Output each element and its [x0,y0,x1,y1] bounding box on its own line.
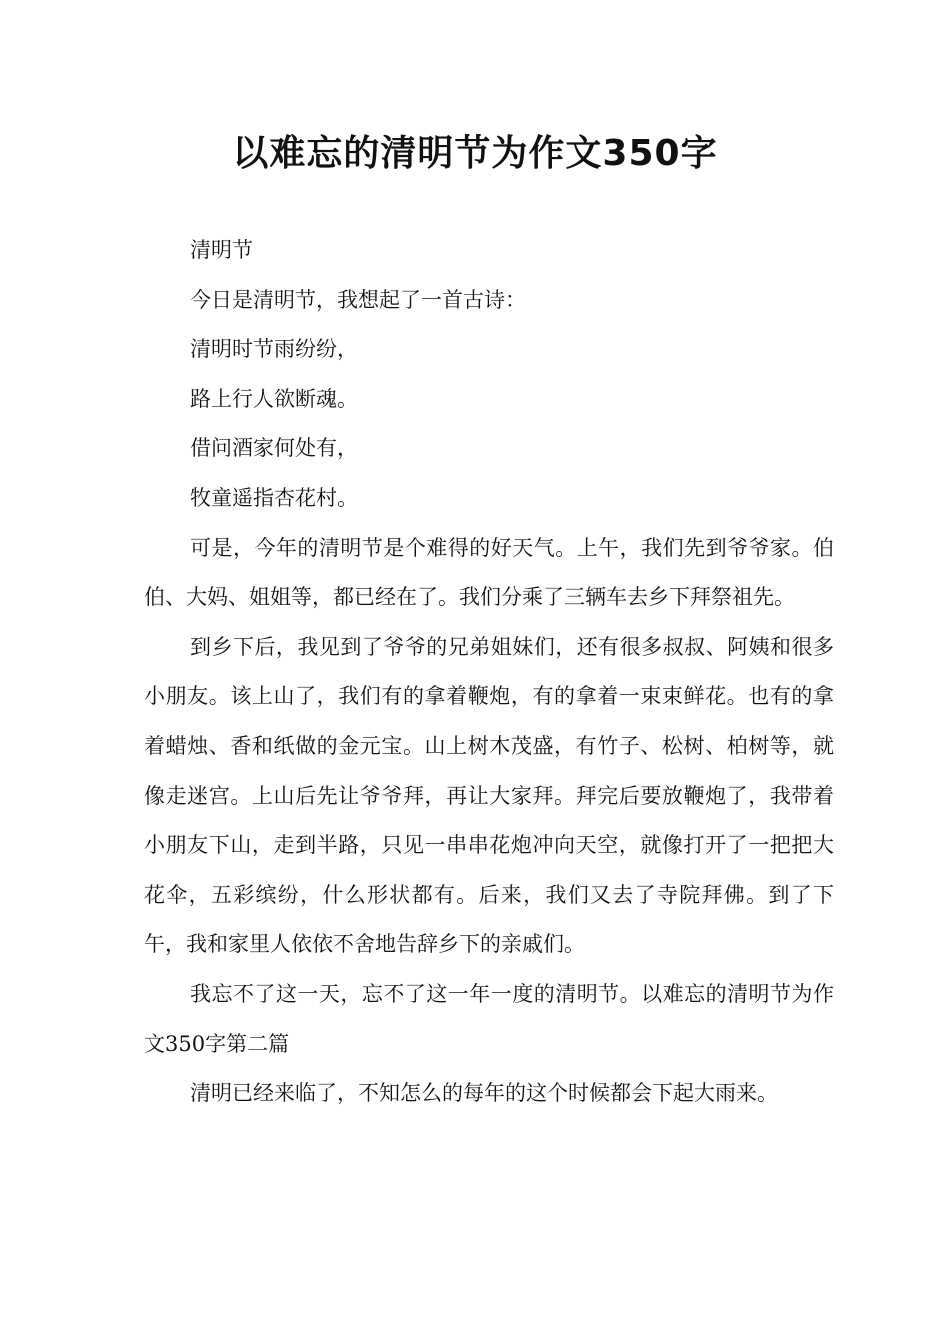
document-title: 以难忘的清明节为作文350字 [232,133,718,174]
poem-line-3: 借问酒家何处有， [190,436,358,461]
paragraph-morning: 可是，今年的清明节是个难得的好天气。上午，我们先到爷爷家。伯伯、大妈、姐姐等，都已经在了。我们分乘了三辆车去乡下拜祭祖先。 [144,535,834,610]
paragraph-countryside: 到乡下后，我见到了爷爷的兄弟姐妹们，还有很多叔叔、阿姨和很多小朋友。该上山了，我们有的拿着鞭炮，有的拿着一束束鲜花。也有的拿着蜡烛、香和纸做的金元宝。山上树木茂盛，有竹子、松树、柏树等，就像走迷宫。上山后先让爷爷拜，再让大家拜。拜完后要放鞭炮了，我带着小朋友下山，走到半路，只见一串串花炮冲向天空，就像打开了一把把大花伞，五彩缤纷，什么形状都有。后来，我们又去了寺院拜佛。到了下午，我和家里人依依不舍地告辞乡下的亲戚们。 [144,634,834,957]
paragraph-heading: 清明节 [190,238,253,262]
paragraph-second-essay: 清明已经来临了，不知怎么的每年的这个时候都会下起大雨来。 [190,1081,778,1106]
poem-line-2: 路上行人欲断魂。 [190,386,358,411]
poem-line-1: 清明时节雨纷纷， [190,337,358,362]
poem-line-4: 牧童遥指杏花村。 [190,485,358,510]
paragraph-intro: 今日是清明节，我想起了一首古诗： [190,287,526,312]
document-body [144,226,834,1119]
paragraph-memory: 我忘不了这一天，忘不了这一年一度的清明节。以难忘的清明节为作文350字第二篇 [144,981,834,1056]
